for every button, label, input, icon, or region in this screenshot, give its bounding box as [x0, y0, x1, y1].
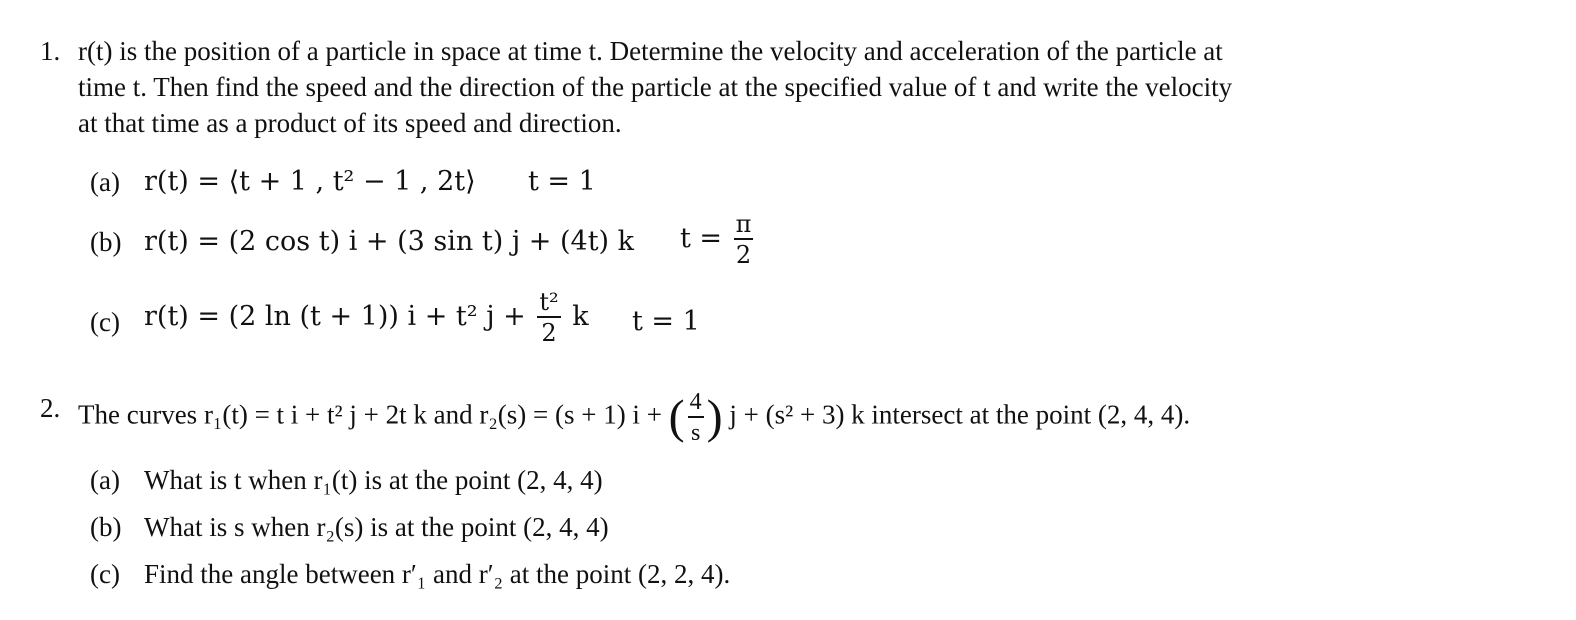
problem-2-number: 2.	[40, 393, 61, 423]
part-label: (c)	[90, 307, 120, 337]
problem-2-intro-end: j + (s² + 3) k intersect at the point (2, 4, 4).	[729, 399, 1191, 430]
part-question: What is t when r₁(t) is at the point (2, 4, 4)	[144, 465, 603, 495]
part-time: t = 1	[528, 166, 596, 197]
fraction-numerator: 4	[689, 389, 702, 415]
time-lhs: t =	[680, 222, 723, 254]
part-label: (b)	[90, 512, 122, 542]
part-label: (a)	[90, 465, 120, 495]
part-question: Find the angle between r′₁ and r′₂ at the point (2, 2, 4).	[144, 559, 731, 589]
part-time	[680, 212, 756, 267]
problem-1-line: time t. Then find the speed and the direction of the particle at the specified value of t and write the velocity	[78, 72, 1233, 102]
expression-start: r(t) = (2 ln (t + 1)) i + t² j +	[144, 300, 526, 332]
problem-1-text	[78, 33, 1508, 141]
part-label: (a)	[90, 167, 120, 197]
part-label: (c)	[90, 559, 120, 589]
fraction-denominator: s	[690, 419, 701, 446]
problem-2-intro-start: The curves r₁(t) = t i + t² j + 2t k and r₂(s) = (s + 1) i +	[78, 399, 662, 430]
part-expression	[144, 290, 589, 345]
part-time: t = 1	[632, 306, 700, 337]
fraction-denominator: 2	[735, 240, 752, 269]
part-expression: r(t) = (2 cos t) i + (3 sin t) j + (4t) k	[144, 226, 635, 257]
left-paren: (	[668, 390, 685, 444]
pi-over-two-fraction	[734, 212, 754, 267]
four-over-s-fraction	[688, 390, 704, 445]
part-label: (b)	[90, 227, 122, 257]
problem-1-line: at that time as a product of its speed and direction.	[78, 108, 622, 138]
right-paren: )	[706, 390, 723, 444]
problem-1-number: 1.	[40, 36, 61, 66]
fraction-numerator: t²	[539, 288, 559, 316]
fraction-denominator: 2	[541, 318, 557, 347]
part-expression: r(t) = ⟨t + 1 , t² − 1 , 2t⟩	[144, 166, 476, 197]
expression-end: k	[572, 300, 589, 332]
problem-1-line: r(t) is the position of a particle in space at time t. Determine the velocity and acceleration of the particle at	[78, 36, 1223, 66]
part-question: What is s when r₂(s) is at the point (2, 4, 4)	[144, 512, 609, 542]
fraction-numerator: π	[735, 210, 752, 238]
t-squared-over-two-fraction	[537, 290, 560, 345]
problem-2-text	[78, 390, 1508, 445]
